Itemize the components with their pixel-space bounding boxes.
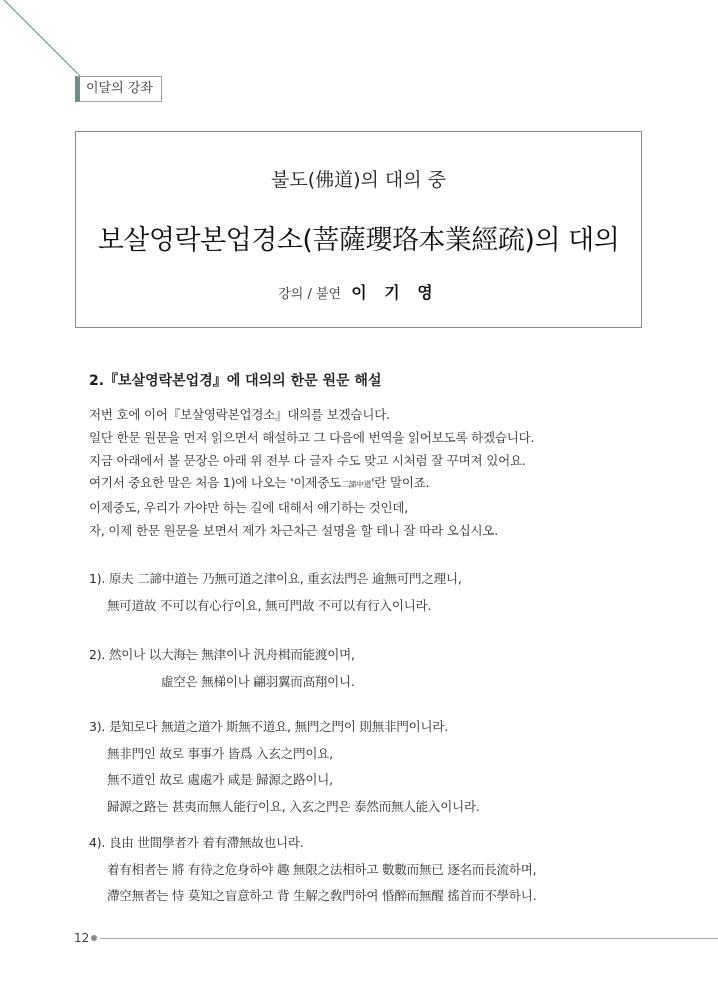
intro-line	[89, 497, 534, 520]
passage-3	[89, 714, 480, 821]
passage-line: 歸源之路는 甚夷而無人能行이요, 入玄之門은 泰然而無人能入이니라.	[107, 799, 480, 815]
intro-text: 우리가 가야만 하는 길에 대해서 얘기하는 것인데,	[140, 500, 408, 516]
passage-line: 滯空無者는 恃 莫知之盲意하고 背 生解之敎門하여 惛醉而無醒 搖首而不學하니.	[107, 888, 537, 904]
main-title: 보살영락본업경소(菩薩瓔珞本業經疏)의 대의	[97, 225, 620, 256]
passage-4	[89, 830, 536, 910]
intro-text: 이제중도,	[89, 500, 141, 516]
page-footer	[74, 928, 718, 948]
intro-text: 여기서 중요한 말은 처음 1)에 나오는 '이제중도	[89, 475, 342, 491]
passage-line: 3). 是知로다 無道之道가 斯無不道요, 無門之門이 則無非門이니라.	[89, 719, 449, 734]
passage-2	[89, 642, 355, 695]
intro-line: 지금 아래에서 볼 문장은 아래 위 전부 다 글자 수도 맞고 시처럼 잘 꾸며져 있어요.	[89, 452, 526, 468]
passage-1	[89, 566, 462, 619]
intro-line: 저번 호에 이어『보살영락본업경소』대의를 보겠습니다.	[89, 407, 390, 422]
passage-line: 着有相者는 將 有待之危身하야 趣 無限之法相하고 數數而無已 逐名而長流하며,	[107, 861, 537, 877]
passage-line: 無可道故 不可以有心行이요, 無可門故 不可以有行入이니라.	[107, 597, 432, 613]
footer-rule	[100, 938, 718, 939]
passage-line: 1). 原夫 二諦中道는 乃無可道之津이요, 重玄法門은 逾無可門之理니,	[89, 571, 462, 586]
intro-line: 일단 한문 원문을 먼저 읽으면서 해설하고 그 다음에 번역을 읽어보도록 하겠습니다.	[89, 429, 535, 445]
passage-line: 2). 然이나 以大海는 無津이나 汎舟楫而能渡이며,	[89, 647, 355, 662]
section-tag	[75, 76, 162, 102]
passage-line: 無不道인 故로 處處가 咸是 歸源之路이니,	[107, 772, 333, 788]
passage-line: 虛空은 無梯이나 翩羽翼而高翔이니.	[161, 673, 355, 689]
intro-hanja-term: 二諦中道	[341, 480, 372, 490]
section-heading: 2.『보살영락본업경』에 대의의 한문 원문 해설	[89, 373, 382, 389]
passage-line: 4). 良由 世間學者가 着有滯無故也니라.	[89, 835, 304, 850]
title-box	[75, 131, 642, 328]
intro-text: '란 말이죠.	[371, 475, 430, 491]
intro-line-term	[89, 472, 534, 497]
lecturer-name: 이 기 영	[351, 283, 439, 302]
passage-line: 無非門인 故로 事事가 皆爲 入玄之門이요,	[107, 745, 333, 761]
intro-paragraph	[89, 404, 534, 543]
lecturer-credit	[76, 280, 641, 303]
page-number: 12	[74, 931, 90, 945]
section-tag-label: 이달의 강좌	[86, 81, 153, 96]
intro-line: 자, 이제 한문 원문을 보면서 제가 차근차근 설명을 할 테니 잘 따라 오십시오.	[89, 522, 499, 538]
subtitle: 불도(佛道)의 대의 중	[270, 169, 447, 191]
footer-dot	[91, 935, 97, 941]
lecturer-label: 강의 / 불연	[278, 287, 342, 302]
